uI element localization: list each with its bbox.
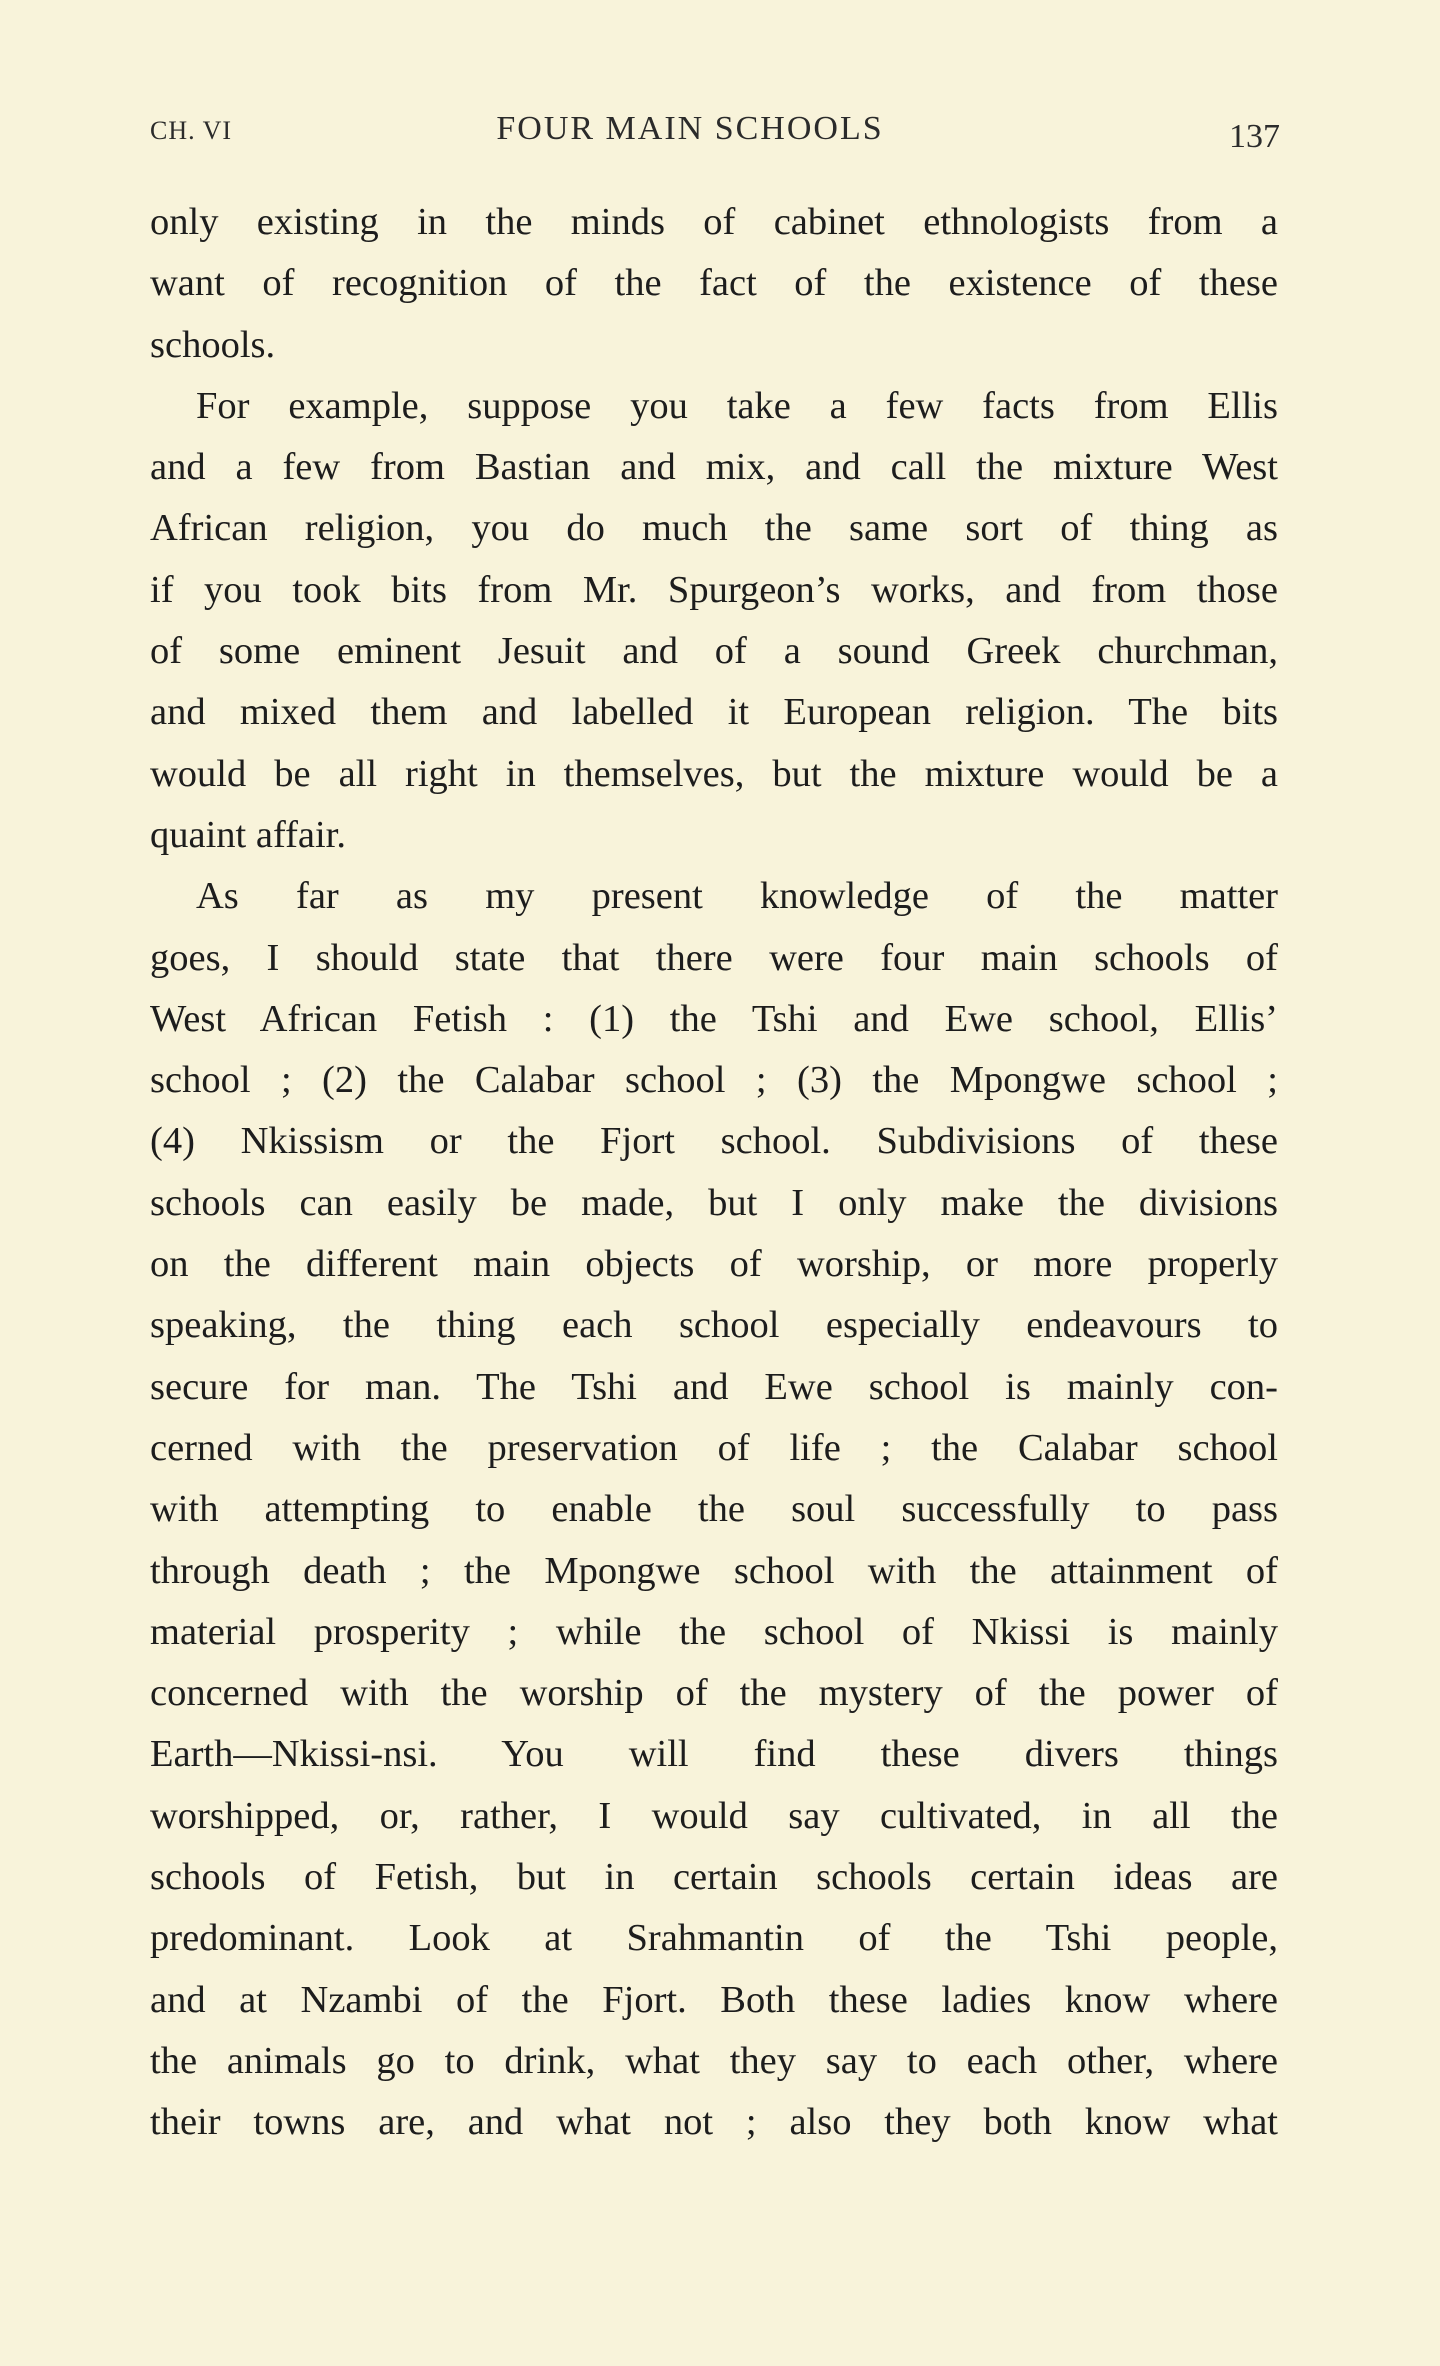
chapter-label: CH. VI	[150, 116, 233, 145]
text-line: Earth—Nkissi-nsi. You will find these divers things	[150, 1733, 1278, 1776]
text-line: only existing in the minds of cabinet ethnologists from a	[150, 201, 1278, 243]
text-line: would be all right in themselves, but the mixture would be a	[150, 752, 1278, 795]
text-line: secure for man. The Tshi and Ewe school is mainly con-	[150, 1365, 1278, 1408]
text-line: worshipped, or, rather, I would say cultivated, in all the	[150, 1794, 1278, 1837]
page-number: 137	[1229, 118, 1280, 155]
text-line: their towns are, and what not ; also they both know what	[150, 2101, 1278, 2144]
text-line: schools of Fetish, but in certain schools certain ideas are	[150, 1856, 1278, 1899]
text-line: material prosperity ; while the school of Nkissi is mainly	[150, 1610, 1278, 1653]
text-line: if you took bits from Mr. Spurgeon’s works, and from those	[150, 568, 1278, 611]
body-text	[150, 192, 1278, 2154]
text-line: quaint affair.	[150, 813, 346, 856]
text-line: through death ; the Mpongwe school with the attainment of	[150, 1549, 1278, 1592]
text-line: For example, suppose you take a few facts from Ellis	[196, 384, 1278, 427]
text-line: cerned with the preservation of life ; the Calabar school	[150, 1426, 1278, 1469]
text-line: schools.	[150, 323, 276, 366]
text-line: West African Fetish : (1) the Tshi and Ewe school, Ellis’	[150, 997, 1278, 1040]
text-line: with attempting to enable the soul successfully to pass	[150, 1488, 1278, 1531]
running-head	[150, 108, 1280, 158]
text-line: of some eminent Jesuit and of a sound Greek churchman,	[150, 630, 1278, 673]
text-line: (4) Nkissism or the Fjort school. Subdivisions of these	[150, 1120, 1278, 1163]
text-line: the animals go to drink, what they say to each other, where	[150, 2039, 1278, 2082]
text-line: speaking, the thing each school especially endeavours to	[150, 1304, 1278, 1347]
text-line: goes, I should state that there were four main schools of	[150, 936, 1278, 979]
text-line: on the different main objects of worship, or more properly	[150, 1243, 1278, 1286]
text-line: want of recognition of the fact of the existence of these	[150, 262, 1278, 305]
text-line: concerned with the worship of the mystery of the power of	[150, 1672, 1278, 1715]
text-line: school ; (2) the Calabar school ; (3) the Mpongwe school ;	[150, 1059, 1278, 1102]
text-line: and at Nzambi of the Fjort. Both these ladies know where	[150, 1978, 1278, 2021]
chapter-title: FOUR MAIN SCHOOLS	[496, 110, 884, 147]
text-line: and mixed them and labelled it European religion. The bits	[150, 691, 1278, 734]
text-line: As far as my present knowledge of the matter	[196, 875, 1278, 918]
text-line: African religion, you do much the same sort of thing as	[150, 507, 1278, 550]
text-line: predominant. Look at Srahmantin of the Tshi people,	[150, 1917, 1278, 1960]
text-line: schools can easily be made, but I only make the divisions	[150, 1181, 1278, 1224]
text-line: and a few from Bastian and mix, and call the mixture West	[150, 446, 1278, 489]
